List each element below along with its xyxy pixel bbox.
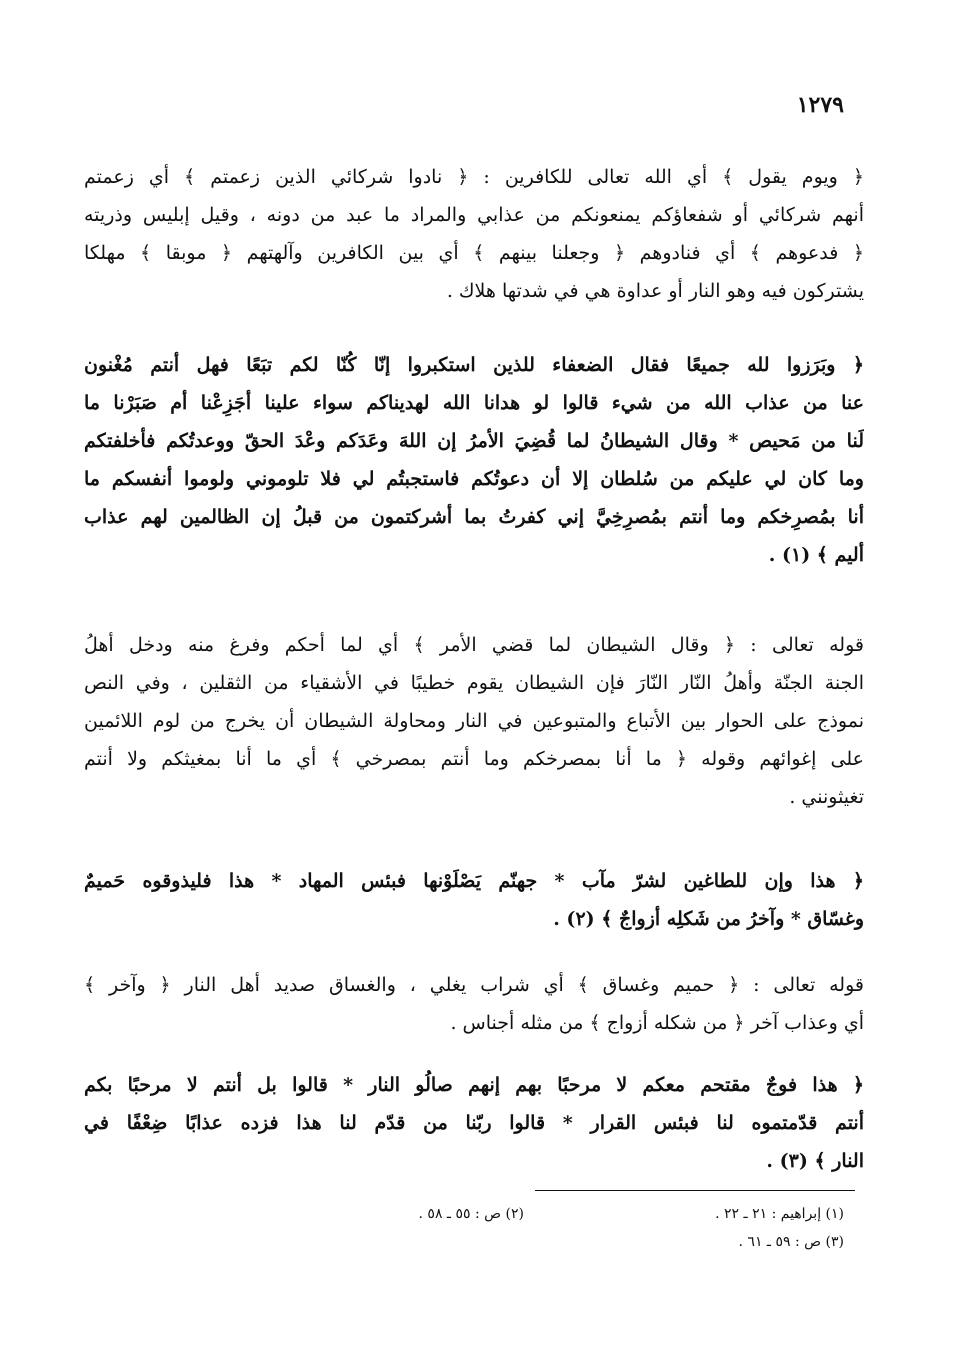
text-line: ﴿ وبَرَزوا لله جميعًا فقال الضعفاء للذين استكبروا إنّا كُنّا لكم تبَعًا فهل أنتم مُغْنون [84,354,864,376]
text-line: الجنة الجنّة وأهلُ النّار النّارَ فإن الشيطان يقوم خطيبًا في الأشقياء من الثقلين ، وفي النص [84,672,864,694]
text-line: قوله تعالى : ﴿ وقال الشيطان لما قضي الأمر ﴾ أي لما أحكم وفرغ منه ودخل أهلُ [84,634,864,656]
text-line: نموذج على الحوار بين الأتباع والمتبوعين في النار ومحاولة الشيطان أن يخرج من لوم اللائمين [84,710,864,732]
text-line: ﴿ هذا فوجٌ مقتحم معكم لا مرحبًا بهم إنهم صالُو النار * قالوا بل أنتم لا مرحبًا بكم [84,1074,864,1096]
paragraph-4-quran [84,862,864,938]
text-line: قوله تعالى : ﴿ حميم وغساق ﴾ أي شراب يغلي ، والغساق صديد أهل النار ﴿ وآخر ﴾ [84,974,864,996]
footnotes [204,1200,844,1256]
text-line: يشتركون فيه وهو النار أو عداوة هي في شدتها هلاك . [446,280,864,302]
text-line: تغيثونني . [789,786,864,808]
footnote-3: (٣) ص : ٥٩ ـ ٦١ . [738,1234,844,1250]
text-line: أليم ﴾ (١) . [768,544,864,566]
page-number: ١٢٧٩ [796,92,844,118]
paragraph-2-quran [84,346,864,574]
text-line: على إغوائهم وقوله ﴿ ما أنا بمصرخكم وما أنتم بمصرخي ﴾ أي ما أنا بمغيثكم ولا أنتم [84,748,864,770]
text-line: وما كان لي عليكم من سُلطان إلا أن دعوتُكم فاستجبتُم لي فلا تلوموني ولوموا أنفسكم ما [84,468,864,490]
footnote-row [204,1200,844,1228]
paragraph-5 [84,966,864,1042]
footnote-row [204,1228,844,1256]
paragraph-3 [84,626,864,816]
text-line: عنا من عذاب الله من شيء قالوا لو هدانا الله لهديناكم سواء علينا أجَزِعْنا أم صَبَرْنا ما [84,392,864,414]
text-line: ﴿ ويوم يقول ﴾ أي الله تعالى للكافرين : ﴿ نادوا شركائي الذين زعمتم ﴾ أي زعمتم [84,166,864,188]
text-line: أي وعذاب آخر ﴿ من شكله أزواج ﴾ من مثله أجناس . [450,1012,864,1034]
text-line: لَنا من مَحيص * وقال الشيطانُ لما قُضِيَ الأمرُ إن اللهَ وعَدَكم وعْدَ الحقّ ووعدتُكم فأخلفتكم [84,430,864,452]
text-line: أنا بمُصرِخكم وما أنتم بمُصرِخِيَّ إني كفرتُ بما أشركتمون من قبلُ إن الظالمين لهم عذاب [84,506,864,528]
text-line: أنتم قدّمتموه لنا فبئس القرار * قالوا ربّنا من قدّم لنا هذا فزده عذابًا ضِعْفًا في [84,1112,864,1134]
footnote-2: (٢) ص : ٥٥ ـ ٥٨ . [418,1206,524,1222]
footnote-divider [535,1190,855,1191]
text-line: أنهم شركائي أو شفعاؤكم يمنعونكم من عذابي والمراد ما عبد من دونه ، وقيل إبليس وذريته [84,204,864,226]
text-line: النار ﴾ (٣) . [766,1150,864,1172]
paragraph-1 [84,158,864,310]
paragraph-6-quran [84,1066,864,1180]
text-line: وغسّاق * وآخرُ من شَكلِه أزواجٌ ﴾ (٢) . [553,908,864,930]
footnote-1: (١) إبراهيم : ٢١ ـ ٢٢ . [715,1206,844,1222]
text-line: ﴿ هذا وإن للطاغين لشرّ مآب * جهنّم يَصْلَوْنها فبئس المهاد * هذا فليذوقوه حَميمٌ [84,870,864,892]
text-line: ﴿ فدعوهم ﴾ أي فنادوهم ﴿ وجعلنا بينهم ﴾ أي بين الكافرين وآلهتهم ﴿ موبقا ﴾ مهلكا [84,242,864,264]
